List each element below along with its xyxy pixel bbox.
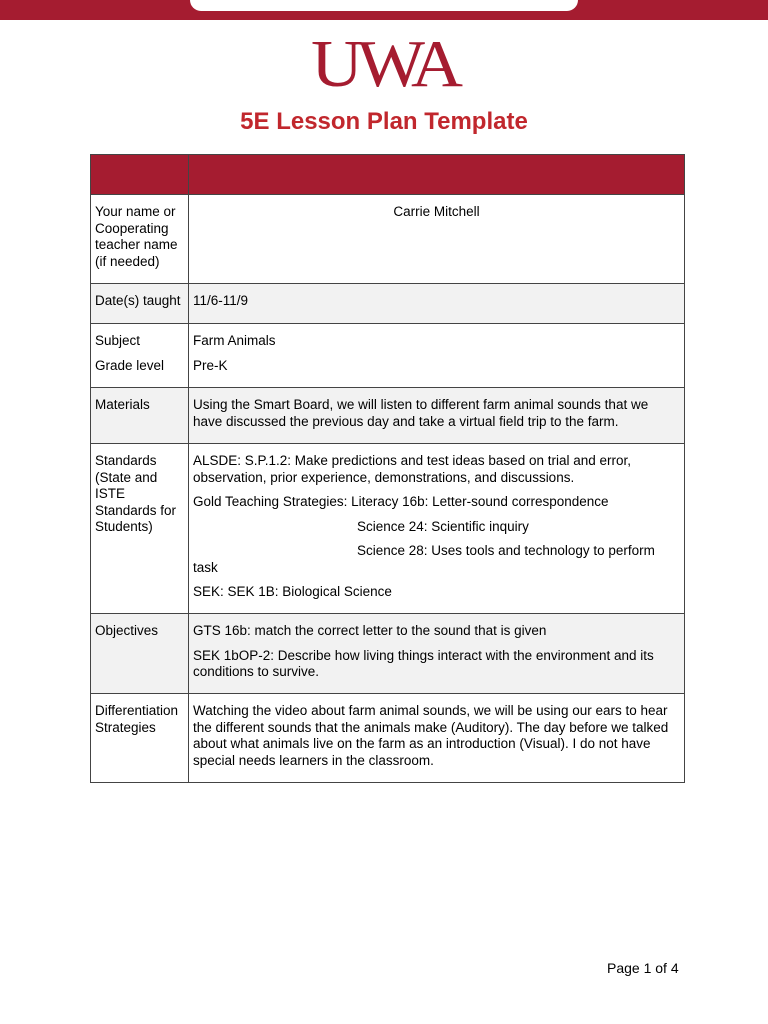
subject-value: Farm Animals	[193, 333, 276, 348]
standards-values	[189, 444, 685, 614]
materials-value: Using the Smart Board, we will listen to different farm animal sounds that we have discussed the previous day and take a virtual field trip to the farm.	[189, 388, 685, 444]
grade-label: Grade level	[95, 357, 165, 373]
standards-label: Standards (State and ISTE Standards for Students)	[91, 444, 189, 614]
objective-sek: SEK 1bOP-2: Describe how living things interact with the environment and its conditions to survive.	[193, 647, 654, 679]
standard-alsde: ALSDE: S.P.1.2: Make predictions and test ideas based on trial and error, observation, prior experience, demonstrations, and discussions.	[193, 453, 632, 485]
differentiation-value: Watching the video about farm animal sounds, we will be using our ears to hear the different sounds that the animals make (Auditory). The day before we talked about what animals live on the farm as an introduction (Visual). I do not have special needs learners in the classroom.	[189, 694, 685, 783]
subject-labels	[91, 324, 189, 388]
table-row-subject	[91, 324, 685, 388]
document-title: 5E Lesson Plan Template	[240, 108, 528, 135]
table-row-standards	[91, 444, 685, 614]
table-row-dates	[91, 284, 685, 324]
objectives-label: Objectives	[91, 614, 189, 694]
table-row-materials	[91, 388, 685, 444]
differentiation-label: Differentiation Strategies	[91, 694, 189, 783]
uwa-logo: UWA	[311, 27, 457, 101]
subject-label: Subject	[95, 333, 141, 348]
table-row-differentiation	[91, 694, 685, 783]
objective-gts: GTS 16b: match the correct letter to the sound that is given	[193, 623, 547, 638]
table-row-objectives	[91, 614, 685, 694]
objectives-values	[189, 614, 685, 694]
standard-gold-literacy: Gold Teaching Strategies: Literacy 16b: Letter-sound correspondence	[193, 494, 609, 509]
header-cell-value	[189, 155, 685, 195]
grade-value: Pre-K	[193, 357, 228, 373]
name-label: Your name or Cooperating teacher name (if needed)	[91, 195, 189, 284]
standard-science-24: Science 24: Scientific inquiry	[357, 518, 529, 534]
name-value: Carrie Mitchell	[189, 195, 685, 284]
materials-label: Materials	[91, 388, 189, 444]
standard-sek: SEK: SEK 1B: Biological Science	[193, 584, 392, 599]
lesson-plan-table	[90, 154, 685, 783]
top-brand-tab	[190, 0, 578, 11]
dates-label: Date(s) taught	[91, 284, 189, 324]
dates-value: 11/6-11/9	[189, 284, 685, 324]
subject-values	[189, 324, 685, 388]
page-number: Page 1 of 4	[607, 960, 679, 976]
standard-science-28-cont: task	[193, 559, 218, 575]
table-row-name	[91, 195, 685, 284]
table-header-row	[91, 155, 685, 195]
header-cell-label	[91, 155, 189, 195]
standard-science-28: Science 28: Uses tools and technology to perform	[357, 543, 655, 558]
